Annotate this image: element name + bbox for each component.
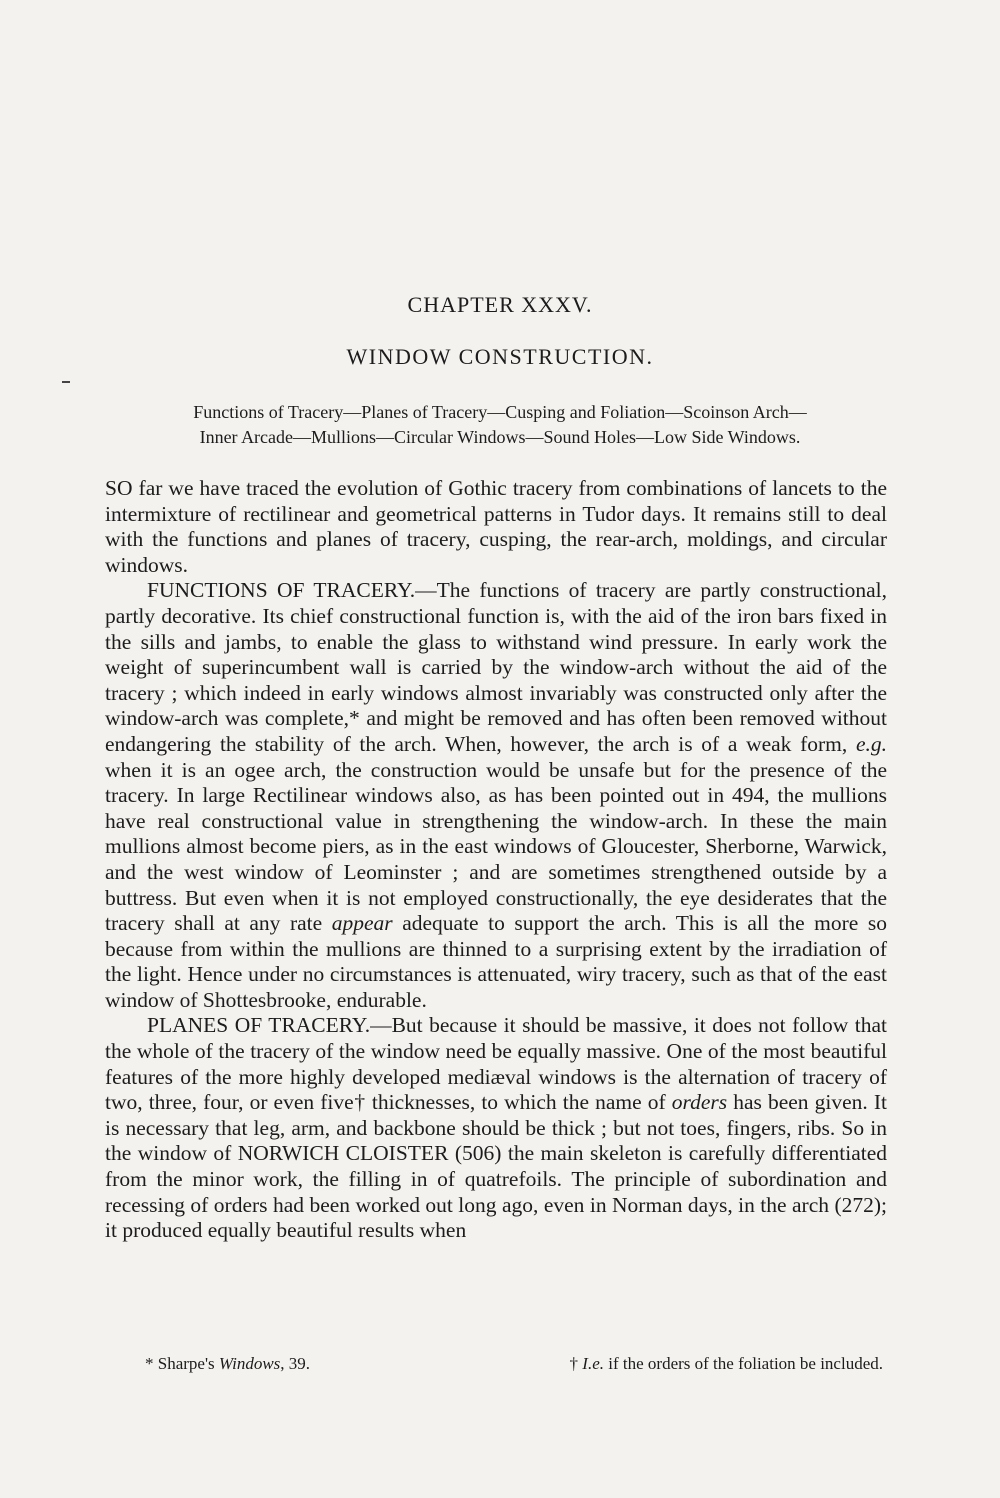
section-heading: FUNCTIONS OF TRACERY. — [147, 578, 416, 603]
paragraph — [105, 1013, 887, 1243]
paragraph — [105, 578, 887, 1013]
text-run: when it is an ogee arch, the construction would be unsafe but for the presence of the tracery. In large Rectilinear windows also, as has been pointed out in 494, the mullions have real constructional value in strengthening the window-arch. In these the main mullions almost become piers, as in the east windows of Gloucester, Sherborne, Warwick, and the west window of Leominster ; and are sometimes strengthened outside by a buttress. But even when it is not employed constructionally, the eye desiderates that the tracery shall at any rate — [105, 757, 887, 936]
place-name: NORWICH CLOISTER — [237, 1141, 449, 1166]
footnotes — [105, 1354, 895, 1374]
footnote-text: if the orders of the foliation be included. — [604, 1354, 883, 1373]
footnote-text: † — [569, 1354, 583, 1373]
text-run: (506) the main skeleton is carefully differentiated from the minor work, the filling in of quatrefoils. The principle of subordination and recessing of orders had been worked out long ago, even in Norman days, in the arch (272); it produced equally beautiful results when — [105, 1141, 888, 1243]
chapter-number — [0, 292, 1000, 318]
text-run: adequate to support the arch. This is all the more so because from within the mullions are thinned to a surprising extent by the irradiation of the light. Hence under no circumstances is attenuated, wiry tracery, such as that of the east window of Shottesbrooke, endurable. — [105, 911, 887, 1012]
footnote-1 — [145, 1354, 310, 1374]
footnote-text: * Sharpe's — [145, 1354, 219, 1373]
italic-text: e.g. — [855, 731, 887, 756]
footnote-2 — [570, 1354, 883, 1374]
text-run: —The functions of tracery are partly constructional, partly decorative. Its chief constructional function is, with the aid of the iron bars fixed in the sills and jambs, to enable the glass to withstand wind pressure. In early work the weight of superincumbent wall is carried by the window-arch without the aid of the tracery ; which indeed in early windows almost invariably was constructed only after the window-arch was complete,* and might be removed and has often been removed without endangering the stability of the arch. When, however, the arch is of a weak form, — [105, 578, 887, 756]
chapter-summary — [105, 400, 895, 450]
summary-line: Inner Arcade—Mullions—Circular Windows—Sound Holes—Low Side Windows. — [199, 427, 801, 447]
italic-text: orders — [671, 1090, 728, 1115]
text-run: has been given. It is necessary that leg, arm, and backbone should be thick ; but not toes, fingers, ribs. So in the window of — [105, 1090, 887, 1166]
italic-text: appear — [331, 911, 393, 936]
footnote-italic: I.e. — [582, 1354, 604, 1373]
text-run: —But because it should be massive, it does not follow that the whole of the tracery of the window need be equally massive. One of the most beautiful features of the more highly developed mediæval windows is the alternation of tracery of two, three, four, or even five† thicknesses, to which the name of — [105, 1013, 887, 1115]
margin-mark — [62, 381, 70, 383]
paragraph: SO far we have traced the evolution of Gothic tracery from combinations of lancets to the intermixture of rectilinear and geometrical patterns in Tudor days. It remains still to deal with the functions and planes of tracery, cusping, the rear-arch, moldings, and circular windows. — [105, 476, 887, 577]
chapter-title: WINDOW CONSTRUCTION. — [346, 344, 654, 369]
footnote-text: , 39. — [280, 1354, 311, 1373]
section-heading: PLANES OF TRACERY. — [147, 1013, 371, 1038]
chapter-number-text: CHAPTER XXXV. — [407, 292, 593, 317]
footnote-italic: Windows — [218, 1354, 281, 1373]
summary-line: Functions of Tracery—Planes of Tracery—Cusping and Foliation—Scoinson Arch— — [193, 402, 807, 422]
body-text — [105, 476, 887, 1244]
